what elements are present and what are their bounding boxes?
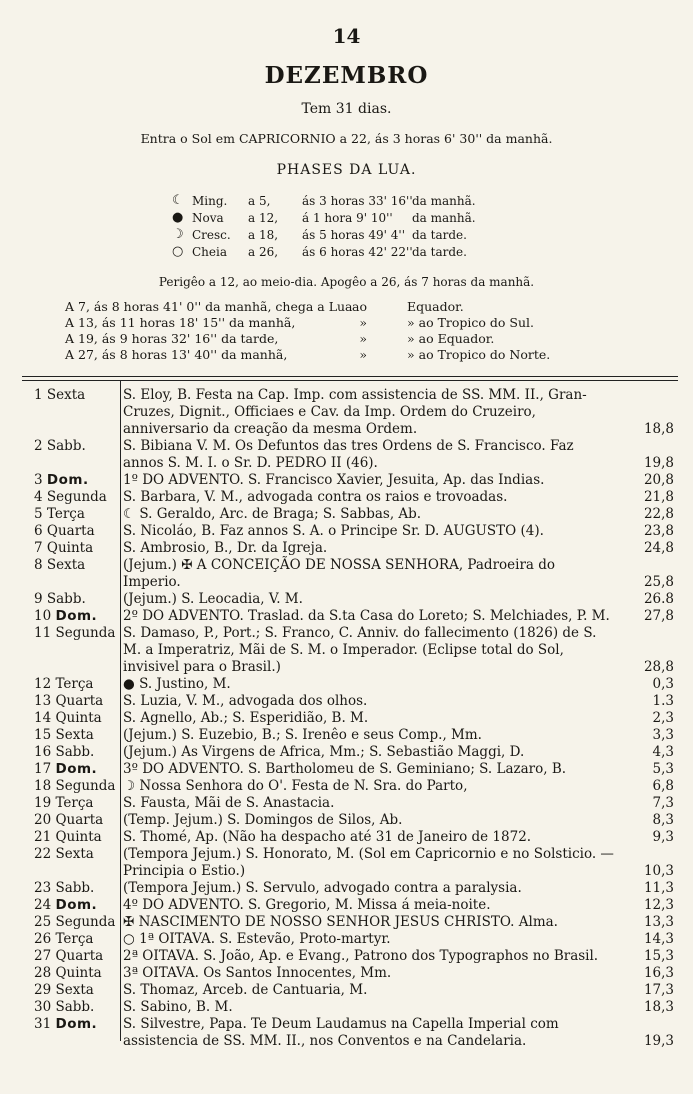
new-moon-icon: ● xyxy=(172,210,184,225)
phase-period: da tarde. xyxy=(412,227,467,242)
sunday-label: Dom. xyxy=(55,608,98,624)
calendar-row xyxy=(22,846,678,880)
moon-age: 18,8 xyxy=(643,421,674,437)
moon-age: 16,3 xyxy=(643,965,674,981)
phase-period: da tarde. xyxy=(412,244,467,259)
calendar-day: 11 Segunda xyxy=(34,625,116,641)
moon-age: 18,3 xyxy=(643,999,674,1015)
moon-age: 27,8 xyxy=(643,608,674,624)
equator-mark: ao xyxy=(352,298,367,314)
calendar-day: 6 Quarta xyxy=(34,523,95,539)
calendar-day: 29 Sexta xyxy=(34,982,94,998)
calendar-day: 10 Dom. xyxy=(34,608,98,624)
calendar-row xyxy=(22,523,678,540)
calendar-day: 21 Quinta xyxy=(34,829,102,845)
calendar-row xyxy=(22,999,678,1016)
calendar-row xyxy=(22,829,678,846)
calendar-row xyxy=(22,880,678,897)
calendar-text: 3ª OITAVA. Os Santos Innocentes, Mm. xyxy=(123,965,392,981)
sunday-label: Dom. xyxy=(55,761,98,777)
calendar-text: ☾ S. Geraldo, Arc. de Braga; S. Sabbas, Ab. xyxy=(123,506,422,522)
calendar-row xyxy=(22,727,678,744)
calendar-day: 16 Sabb. xyxy=(34,744,95,760)
full-moon-icon: ○ xyxy=(172,244,184,259)
moon-age: 28,8 xyxy=(643,659,674,675)
moon-age: 26.8 xyxy=(643,591,674,607)
calendar-text: S. Damaso, P., Port.; S. Franco, C. Anniv. do fallecimento (1826) de S. M. a Imperatriz, Mãi de S. M. o Imperador. (Eclipse total do Sol, invisivel para o Brasil.) xyxy=(123,625,597,675)
calendar-row xyxy=(22,965,678,982)
calendar-text: (Jejum.) S. Euzebio, B.; S. Irenêo e seus Comp., Mm. xyxy=(123,727,482,743)
sunday-label: Dom. xyxy=(55,897,98,913)
calendar-row xyxy=(22,744,678,761)
calendar-text: S. Sabino, B. M. xyxy=(123,999,233,1015)
calendar-text: (Jejum.) ✠ A CONCEIÇÃO DE NOSSA SENHORA, Padroeira do Imperio. xyxy=(123,557,556,590)
calendar-row xyxy=(22,982,678,999)
equator-passages xyxy=(65,298,550,362)
equator-place: » ao Equador. xyxy=(407,330,495,346)
calendar-row xyxy=(22,472,678,489)
calendar-text: S. Barbara, V. M., advogada contra os raios e trovoadas. xyxy=(123,489,508,505)
calendar-day: 31 Dom. xyxy=(34,1016,98,1032)
moon-age: 20,8 xyxy=(643,472,674,488)
moon-age: 11,3 xyxy=(643,880,674,896)
moon-age: 15,3 xyxy=(643,948,674,964)
equator-place: Equador. xyxy=(407,298,464,314)
calendar-text: (Temp. Jejum.) S. Domingos de Silos, Ab. xyxy=(123,812,403,828)
phase-date: a 5, xyxy=(248,193,271,208)
calendar-row xyxy=(22,948,678,965)
moon-age: 10,3 xyxy=(643,863,674,879)
equator-row xyxy=(65,298,550,314)
equator-mark: » xyxy=(359,330,367,346)
calendar-row xyxy=(22,914,678,931)
moon-age: 17,3 xyxy=(643,982,674,998)
moon-age: 22,8 xyxy=(643,506,674,522)
moon-phases-list xyxy=(172,192,476,260)
calendar-text: S. Ambrosio, B., Dr. da Igreja. xyxy=(123,540,328,556)
equator-time: A 7, ás 8 horas 41' 0'' da manhã, chega a Lua xyxy=(65,298,353,314)
equator-time: A 27, ás 8 horas 13' 40'' da manhã, xyxy=(65,346,288,362)
calendar-row xyxy=(22,710,678,727)
moon-age: 6,8 xyxy=(652,778,674,794)
calendar-row xyxy=(22,387,678,438)
calendar-day: 3 Dom. xyxy=(34,472,89,488)
calendar-day: 1 Sexta xyxy=(34,387,86,403)
calendar-day: 9 Sabb. xyxy=(34,591,86,607)
calendar-text: S. Thomé, Ap. (Não ha despacho até 31 de Janeiro de 1872. xyxy=(123,829,532,845)
moon-age: 2,3 xyxy=(652,710,674,726)
calendar-text: (Tempora Jejum.) S. Servulo, advogado contra a paralysia. xyxy=(123,880,522,896)
calendar-row xyxy=(22,557,678,591)
waning-moon-icon: ☾ xyxy=(172,193,184,208)
moon-age: 21,8 xyxy=(643,489,674,505)
calendar-day: 13 Quarta xyxy=(34,693,104,709)
calendar-row xyxy=(22,506,678,523)
calendar-day: 5 Terça xyxy=(34,506,85,522)
phase-name: Ming. xyxy=(192,193,228,208)
calendar-text: 3º DO ADVENTO. S. Bartholomeu de S. Geminiano; S. Lazaro, B. xyxy=(123,761,567,777)
calendar-row xyxy=(22,761,678,778)
calendar-day: 20 Quarta xyxy=(34,812,104,828)
calendar-text: 2º DO ADVENTO. Traslad. da S.ta Casa do Loreto; S. Melchiades, P. M. xyxy=(123,608,610,624)
header-rule-top xyxy=(22,376,678,377)
calendar-row xyxy=(22,778,678,795)
sun-entry-line: Entra o Sol em CAPRICORNIO a 22, ás 3 horas 6' 30'' da manhã. xyxy=(140,131,553,146)
calendar-text: ○ 1ª OITAVA. S. Estevão, Proto-martyr. xyxy=(123,931,391,947)
calendar-text: S. Agnello, Ab.; S. Esperidião, B. M. xyxy=(123,710,369,726)
calendar-day: 26 Terça xyxy=(34,931,94,947)
phase-period: da manhã. xyxy=(412,193,476,208)
phase-row xyxy=(172,209,476,226)
calendar-row xyxy=(22,438,678,472)
calendar-text: S. Nicoláo, B. Faz annos S. A. o Principe Sr. D. AUGUSTO (4). xyxy=(123,523,544,539)
calendar-text: ✠ NASCIMENTO DE NOSSO SENHOR JESUS CHRISTO. Alma. xyxy=(123,914,558,930)
moon-age: 5,3 xyxy=(652,761,674,777)
equator-row xyxy=(65,330,550,346)
calendar-row xyxy=(22,931,678,948)
equator-time: A 19, ás 9 horas 32' 16'' da tarde, xyxy=(65,330,279,346)
calendar-row xyxy=(22,812,678,829)
calendar-row xyxy=(22,540,678,557)
equator-time: A 13, ás 11 horas 18' 15'' da manhã, xyxy=(65,314,296,330)
calendar-day: 24 Dom. xyxy=(34,897,98,913)
moon-age: 19,3 xyxy=(643,1033,674,1049)
equator-place: » ao Tropico do Sul. xyxy=(407,314,534,330)
calendar-day: 19 Terça xyxy=(34,795,94,811)
calendar-day: 15 Sexta xyxy=(34,727,94,743)
moon-age: 13,3 xyxy=(643,914,674,930)
calendar-day: 27 Quarta xyxy=(34,948,104,964)
calendar-day: 14 Quinta xyxy=(34,710,102,726)
calendar-day: 23 Sabb. xyxy=(34,880,95,896)
calendar-row xyxy=(22,591,678,608)
calendar-text: 2ª OITAVA. S. João, Ap. e Evang., Patrono dos Typographos no Brasil. xyxy=(123,948,599,964)
moon-age: 8,3 xyxy=(652,812,674,828)
calendar-text: 4º DO ADVENTO. S. Gregorio, M. Missa á meia-noite. xyxy=(123,897,491,913)
calendar-row xyxy=(22,1016,678,1050)
moon-age: 14,3 xyxy=(643,931,674,947)
calendar-text: (Jejum.) As Virgens de Africa, Mm.; S. Sebastião Maggi, D. xyxy=(123,744,525,760)
calendar-row xyxy=(22,676,678,693)
calendar-text: (Tempora Jejum.) S. Honorato, M. (Sol em Capricornio e no Solsticio. — Principia o Estio.) xyxy=(123,846,614,879)
phase-date: a 18, xyxy=(248,227,279,242)
phase-date: a 12, xyxy=(248,210,279,225)
calendar-table xyxy=(22,387,678,1050)
calendar-day: 30 Sabb. xyxy=(34,999,95,1015)
moon-age: 3,3 xyxy=(652,727,674,743)
calendar-day: 18 Segunda xyxy=(34,778,116,794)
moon-age: 4,3 xyxy=(652,744,674,760)
phase-time: ás 5 horas 49' 4'' xyxy=(302,227,406,242)
moon-age: 25,8 xyxy=(643,574,674,590)
sunday-label: Dom. xyxy=(46,472,89,488)
equator-place: » ao Tropico do Norte. xyxy=(407,346,551,362)
calendar-day: 7 Quinta xyxy=(34,540,94,556)
calendar-day: 17 Dom. xyxy=(34,761,98,777)
phase-period: da manhã. xyxy=(412,210,476,225)
moon-age: 23,8 xyxy=(643,523,674,539)
moon-age: 19,8 xyxy=(643,455,674,471)
moon-age: 24,8 xyxy=(643,540,674,556)
moon-age: 12,3 xyxy=(643,897,674,913)
phase-name: Cresc. xyxy=(192,227,231,242)
calendar-text: ☽ Nossa Senhora do O'. Festa de N. Sra. do Parto, xyxy=(123,778,468,794)
calendar-row xyxy=(22,795,678,812)
equator-row xyxy=(65,346,550,362)
moon-age: 1.3 xyxy=(652,693,674,709)
calendar-text: S. Thomaz, Arceb. de Cantuaria, M. xyxy=(123,982,368,998)
calendar-day: 8 Sexta xyxy=(34,557,86,573)
calendar-row xyxy=(22,608,678,625)
calendar-day: 25 Segunda xyxy=(34,914,116,930)
month-title: DEZEMBRO xyxy=(264,62,429,89)
calendar-row xyxy=(22,693,678,710)
moon-age: 0,3 xyxy=(652,676,674,692)
equator-row xyxy=(65,314,550,330)
waxing-moon-icon: ☽ xyxy=(172,227,184,242)
moon-age: 9,3 xyxy=(652,829,674,845)
moon-phases-title: PHASES DA LUA. xyxy=(276,162,417,178)
phase-time: ás 6 horas 42' 22'' xyxy=(302,244,413,259)
perigee-line: Perigêo a 12, ao meio-dia. Apogêo a 26, ás 7 horas da manhã. xyxy=(158,275,535,289)
calendar-day: 12 Terça xyxy=(34,676,94,692)
moon-age: 7,3 xyxy=(652,795,674,811)
calendar-day: 22 Sexta xyxy=(34,846,94,862)
calendar-text: S. Fausta, Mãi de S. Anastacia. xyxy=(123,795,335,811)
phase-row xyxy=(172,226,476,243)
calendar-text: ● S. Justino, M. xyxy=(123,676,231,692)
calendar-text: S. Silvestre, Papa. Te Deum Laudamus na Capella Imperial com assistencia de SS. MM. II., nos Conventos e na Candelaria. xyxy=(123,1016,559,1049)
phase-row xyxy=(172,192,476,209)
phase-time: á 1 hora 9' 10'' xyxy=(302,210,393,225)
calendar-text: 1º DO ADVENTO. S. Francisco Xavier, Jesuita, Ap. das Indias. xyxy=(123,472,545,488)
calendar-text: S. Eloy, B. Festa na Cap. Imp. com assistencia de SS. MM. II., Gran-Cruzes, Dignit., Officiaes e Cav. da Imp. Ordem do Cruzeiro, anniversario da creação da mesma Ordem. xyxy=(123,387,587,437)
sunday-label: Dom. xyxy=(55,1016,98,1032)
phase-date: a 26, xyxy=(248,244,279,259)
calendar-day: 2 Sabb. xyxy=(34,438,86,454)
page-number: 14 xyxy=(332,24,361,48)
calendar-row xyxy=(22,625,678,676)
calendar-day: 4 Segunda xyxy=(34,489,107,505)
calendar-text: (Jejum.) S. Leocadia, V. M. xyxy=(123,591,303,607)
calendar-row xyxy=(22,897,678,914)
phase-name: Cheia xyxy=(192,244,228,259)
calendar-day: 28 Quinta xyxy=(34,965,102,981)
equator-mark: » xyxy=(359,346,367,362)
phase-row xyxy=(172,243,476,260)
phase-name: Nova xyxy=(192,210,224,225)
calendar-text: S. Bibiana V. M. Os Defuntos das tres Ordens de S. Francisco. Faz annos S. M. I. o Sr. D. PEDRO II (46). xyxy=(123,438,574,471)
calendar-row xyxy=(22,489,678,506)
calendar-text: S. Luzia, V. M., advogada dos olhos. xyxy=(123,693,368,709)
days-count: Tem 31 dias. xyxy=(301,101,392,117)
equator-mark: » xyxy=(359,314,367,330)
phase-time: ás 3 horas 33' 16'' xyxy=(302,193,413,208)
